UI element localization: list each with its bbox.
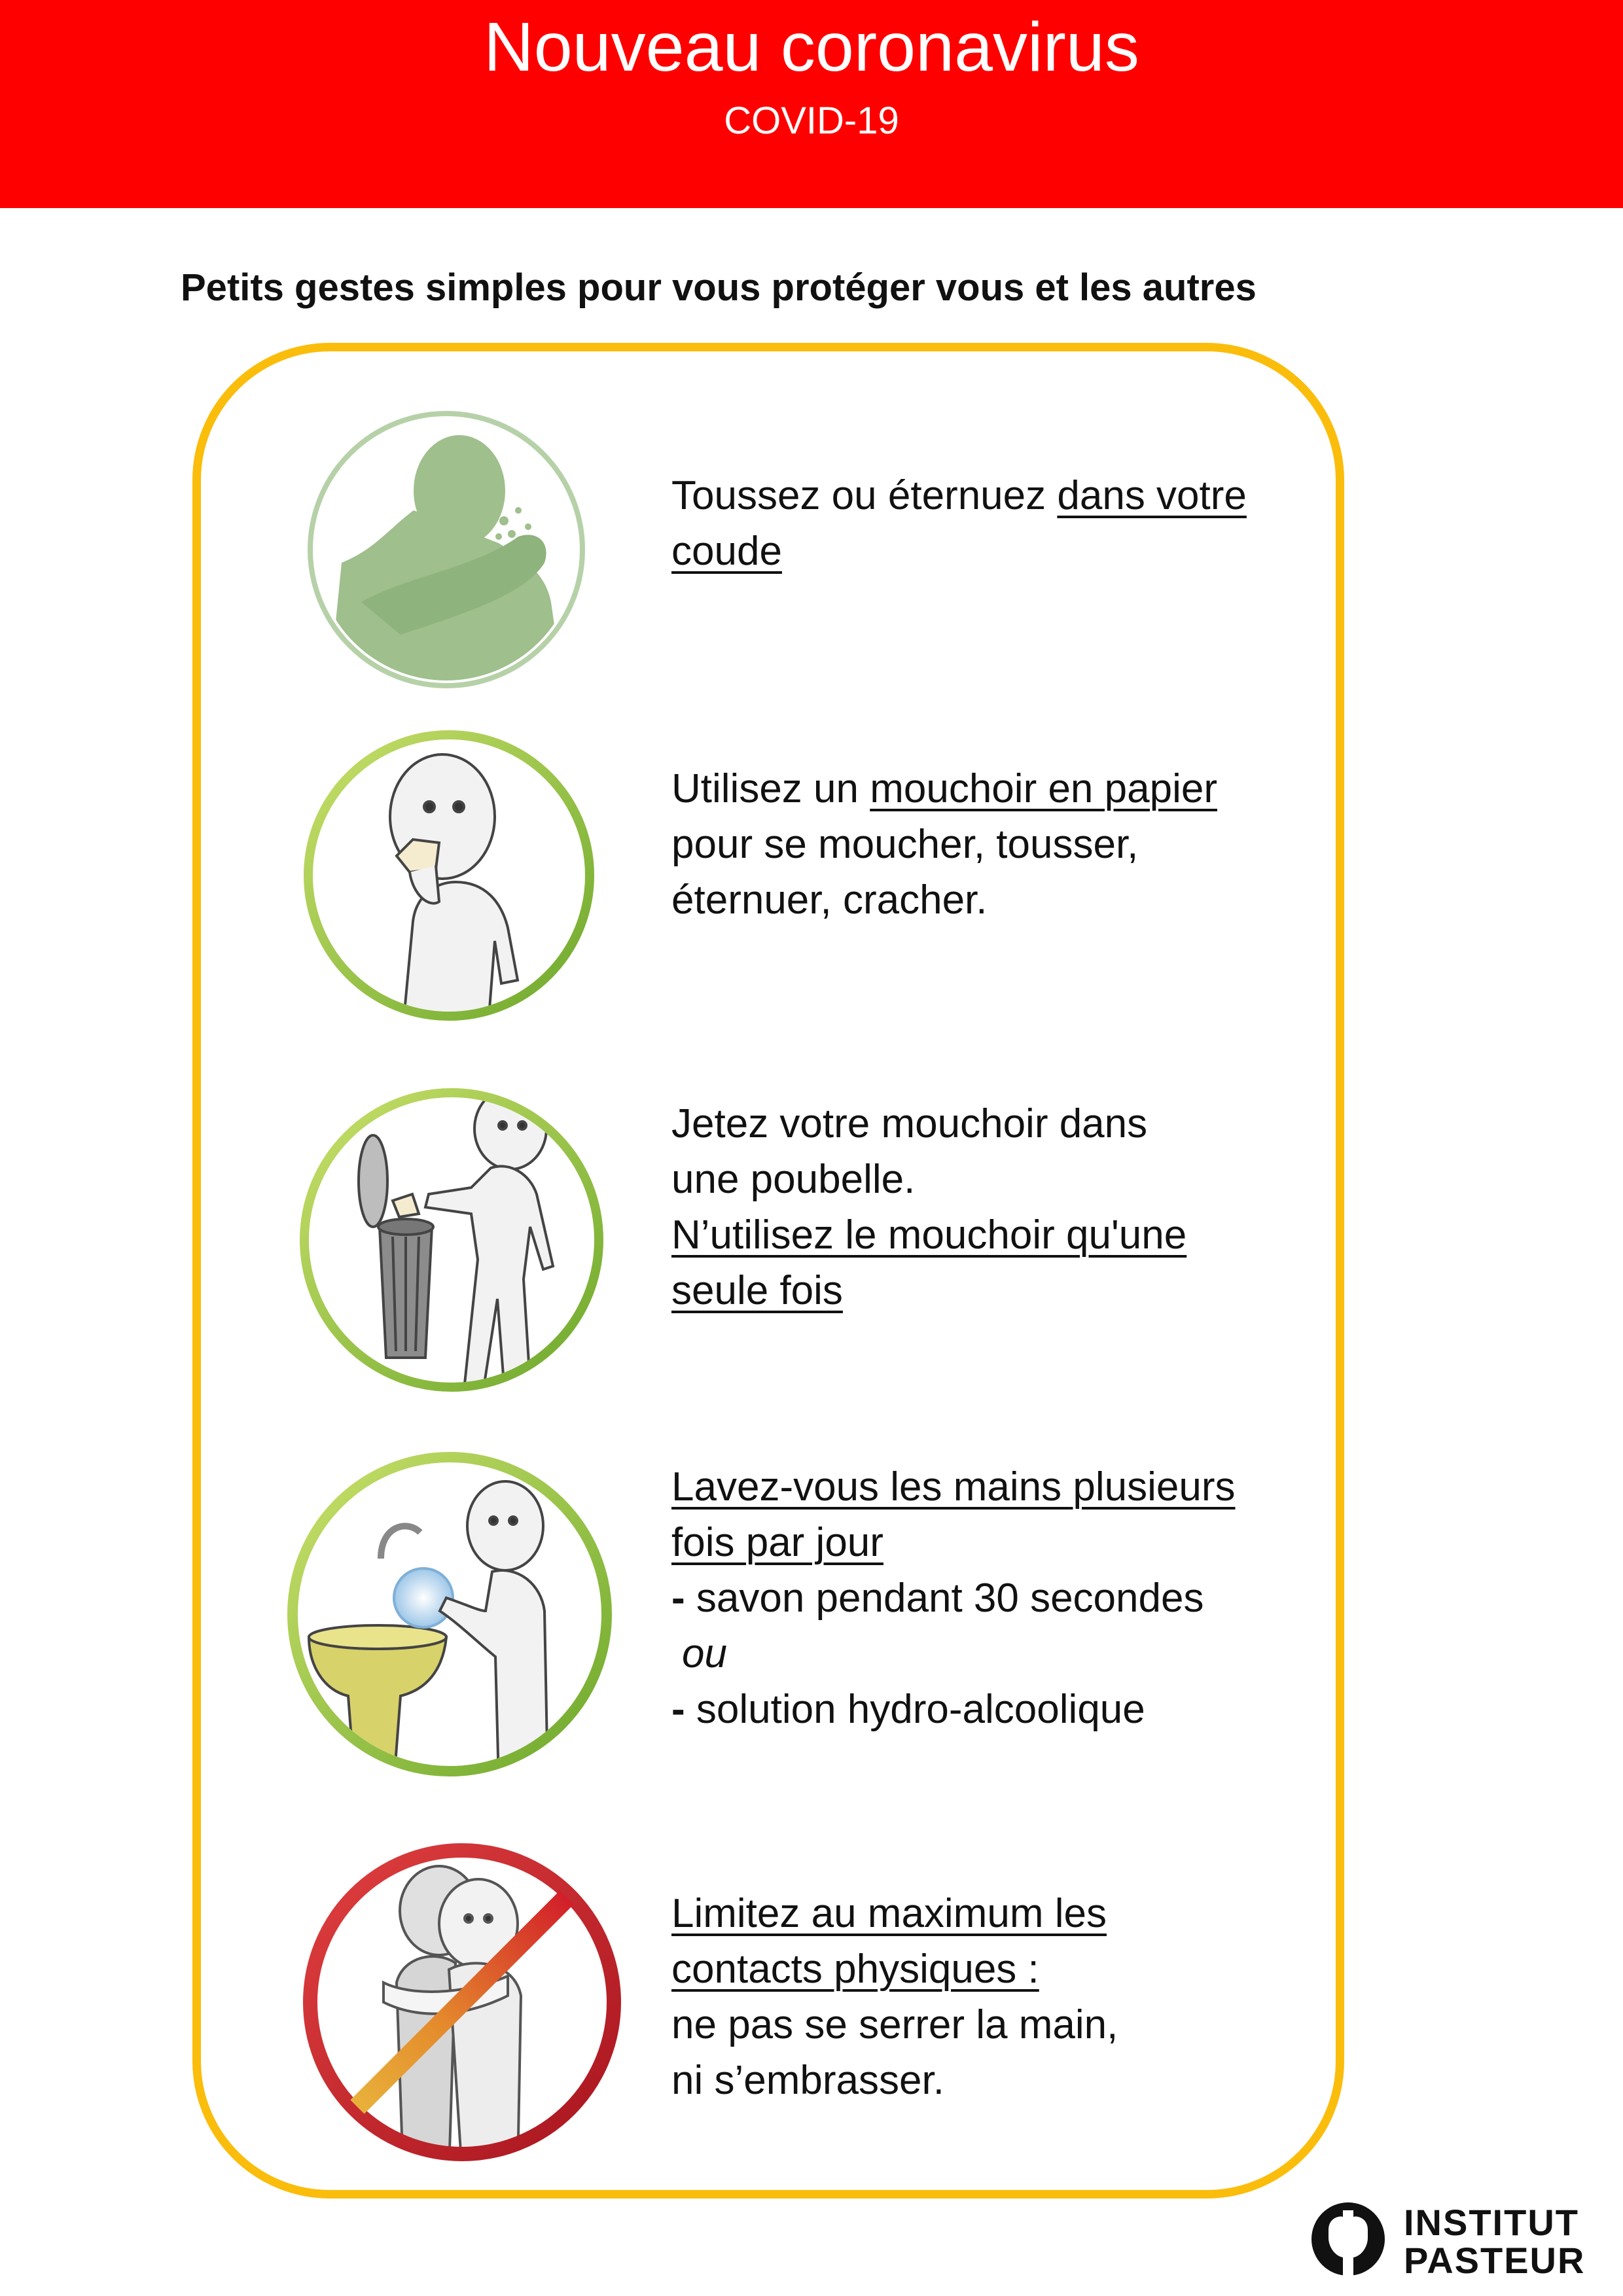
logo-line-1: INSTITUT — [1404, 2202, 1579, 2243]
step-4-dash-1: - — [671, 1576, 685, 1621]
step-5-text — [671, 1886, 1300, 2108]
step-4-soap: savon pendant 30 secondes — [685, 1576, 1204, 1621]
step-4-option-gel — [671, 1682, 1300, 1737]
step-5-emphasis: Limitez au maximum les contacts physiques : — [671, 1891, 1107, 1992]
pasteur-emblem-icon — [1302, 2199, 1394, 2284]
no-contact-icon — [292, 1832, 632, 2172]
step-4-text — [671, 1459, 1300, 1737]
step-4-or: ou — [682, 1631, 727, 1676]
step-2-text — [671, 761, 1300, 928]
step-1-text — [671, 468, 1300, 579]
intro-heading: Petits gestes simples pour vous protéger vous et les autres — [181, 266, 1257, 309]
cough-elbow-icon — [302, 406, 590, 694]
header-banner — [0, 0, 1623, 208]
logo-wordmark — [1404, 2204, 1585, 2280]
hand-washing-icon — [283, 1447, 616, 1781]
page-title: Nouveau coronavirus — [484, 9, 1139, 86]
institut-pasteur-logo — [1302, 2199, 1603, 2284]
step-3-line: Jetez votre mouchoir dans une poubelle. — [671, 1101, 1148, 1202]
step-4-emphasis: Lavez-vous les mains plusieurs fois par jour — [671, 1464, 1236, 1565]
step-4-option-soap — [671, 1570, 1300, 1626]
logo-line-2: PASTEUR — [1404, 2240, 1586, 2281]
step-2-line-end: pour se moucher, tousser, éternuer, cracher. — [671, 822, 1139, 923]
tissue-icon — [298, 725, 599, 1026]
step-4-dash-2: - — [671, 1687, 685, 1732]
step-1-line: Toussez ou éternuez — [671, 473, 1058, 518]
page-subtitle: COVID-19 — [724, 99, 899, 142]
step-1-emphasis: dans votre coude — [671, 473, 1247, 574]
step-3-text — [671, 1096, 1300, 1318]
step-2-emphasis: mouchoir en papier — [870, 766, 1217, 811]
step-5-line-2: ni s’embrasser. — [671, 2058, 944, 2103]
step-3-emphasis: N’utilisez le mouchoir qu'une seule fois — [671, 1212, 1187, 1313]
step-4-gel: solution hydro-alcoolique — [685, 1687, 1145, 1732]
step-5-line-1: ne pas se serrer la main, — [671, 2002, 1118, 2047]
trash-bin-icon — [294, 1083, 609, 1397]
step-2-line: Utilisez un — [671, 766, 870, 811]
